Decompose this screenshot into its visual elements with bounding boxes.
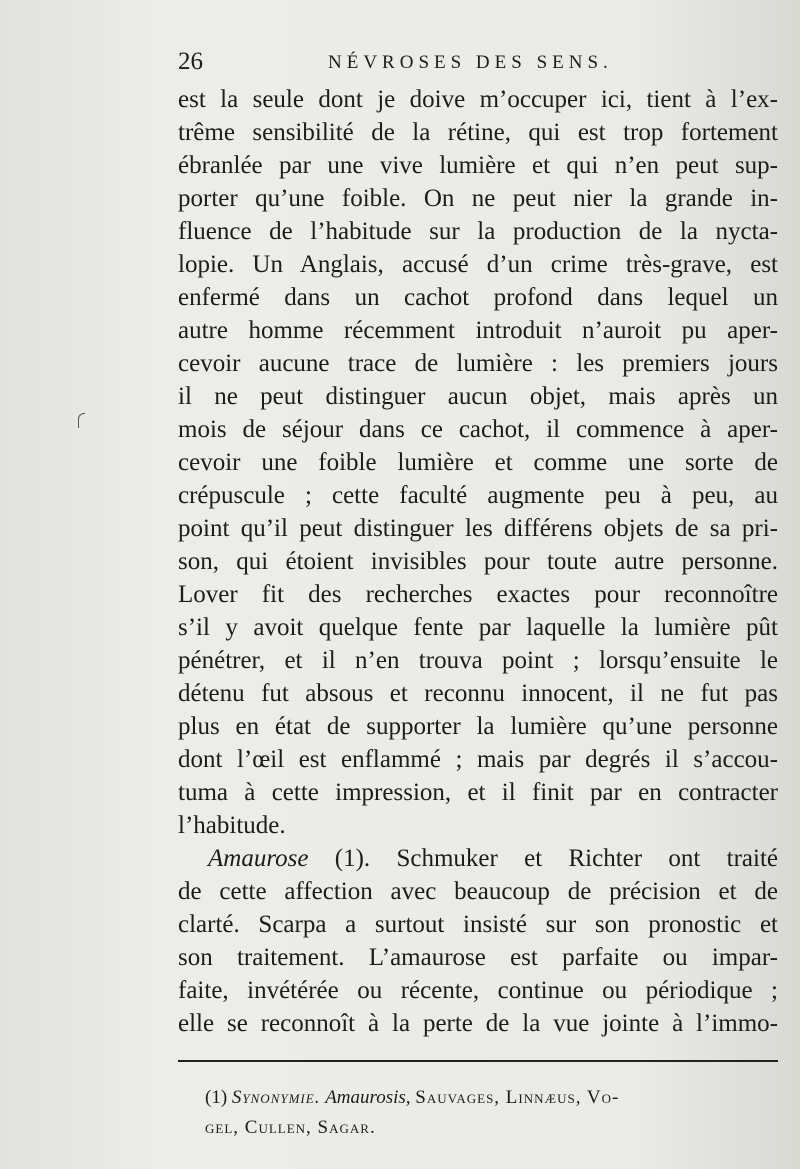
- text-line: tuma à cette impression, et il finit par en contracter: [178, 779, 778, 806]
- page-number: 26: [178, 48, 203, 75]
- margin-ink-mark: [78, 413, 85, 428]
- text-line: il ne peut distinguer aucun objet, mais après un: [178, 383, 778, 410]
- text-line: fluence de l’habitude sur la production de la nycta-: [178, 218, 778, 245]
- text-line: cevoir une foible lumière et comme une sorte de: [178, 449, 778, 476]
- text-line: est la seule dont je doive m’occuper ici, tient à l’ex-: [178, 86, 778, 113]
- text-line: crépuscule ; cette faculté augmente peu à peu, au: [178, 482, 778, 509]
- text-line: détenu fut absous et reconnu innocent, il ne fut pas: [178, 680, 778, 707]
- footnote-term: Amaurosis,: [325, 1087, 411, 1108]
- text-line: trême sensibilité de la rétine, qui est trop fortement: [178, 119, 778, 146]
- paragraph-opening-line: [178, 842, 778, 875]
- text-line: point qu’il peut distinguer les différens objets de sa pri-: [178, 515, 778, 542]
- text-line: lopie. Un Anglais, accusé d’un crime très-grave, est: [178, 251, 778, 278]
- text-line: faite, invétérée ou récente, continue ou périodique ;: [178, 977, 778, 1004]
- running-head: [178, 48, 778, 78]
- body-text: [178, 83, 778, 1040]
- section-term-amaurose: Amaurose: [208, 845, 309, 872]
- text-line-paragraph-end: l’habitude.: [178, 812, 286, 839]
- text-line: son traitement. L’amaurose est parfaite ou impar-: [178, 944, 778, 971]
- running-title: NÉVROSES DES SENS.: [328, 52, 613, 73]
- text-line: de cette affection avec beaucoup de précision et de: [178, 878, 778, 905]
- text-line: cevoir aucune trace de lumière : les premiers jours: [178, 350, 778, 377]
- footnote-marker: (1): [205, 1087, 228, 1108]
- text-line: son, qui étoient invisibles pour toute autre personne.: [178, 548, 778, 575]
- footnote: [205, 1083, 777, 1143]
- text-line: enfermé dans un cachot profond dans lequel un: [178, 284, 778, 311]
- text-line: pénétrer, et il n’en trouva point ; lorsqu’ensuite le: [178, 647, 778, 674]
- footnote-authors: Sauvages, Linnæus, Vo-: [415, 1087, 620, 1108]
- footnote-divider: [178, 1060, 778, 1062]
- text-line: clarté. Scarpa a surtout insisté sur son pronostic et: [178, 911, 778, 938]
- footnote-line: gel, Cullen, Sagar.: [205, 1117, 376, 1138]
- text-line: porter qu’une foible. On ne peut nier la grande in-: [178, 185, 778, 212]
- text-line: elle se reconnoît à la perte de la vue jointe à l’immo-: [178, 1010, 778, 1037]
- text-line: Lover fit des recherches exactes pour reconnoître: [178, 581, 778, 608]
- footnote-line: [205, 1083, 777, 1113]
- footnote-label: Synonymie.: [231, 1087, 321, 1108]
- text-line: plus en état de supporter la lumière qu’une personne: [178, 713, 778, 740]
- paragraph-opening-rest: (1). Schmuker et Richter ont traité: [308, 845, 778, 872]
- text-line: ébranlée par une vive lumière et qui n’en peut sup-: [178, 152, 778, 179]
- text-line: mois de séjour dans ce cachot, il commence à aper-: [178, 416, 778, 443]
- text-line: autre homme récemment introduit n’auroit pu aper-: [178, 317, 778, 344]
- text-line: dont l’œil est enflammé ; mais par degrés il s’accou-: [178, 746, 778, 773]
- text-line: s’il y avoit quelque fente par laquelle la lumière pût: [178, 614, 778, 641]
